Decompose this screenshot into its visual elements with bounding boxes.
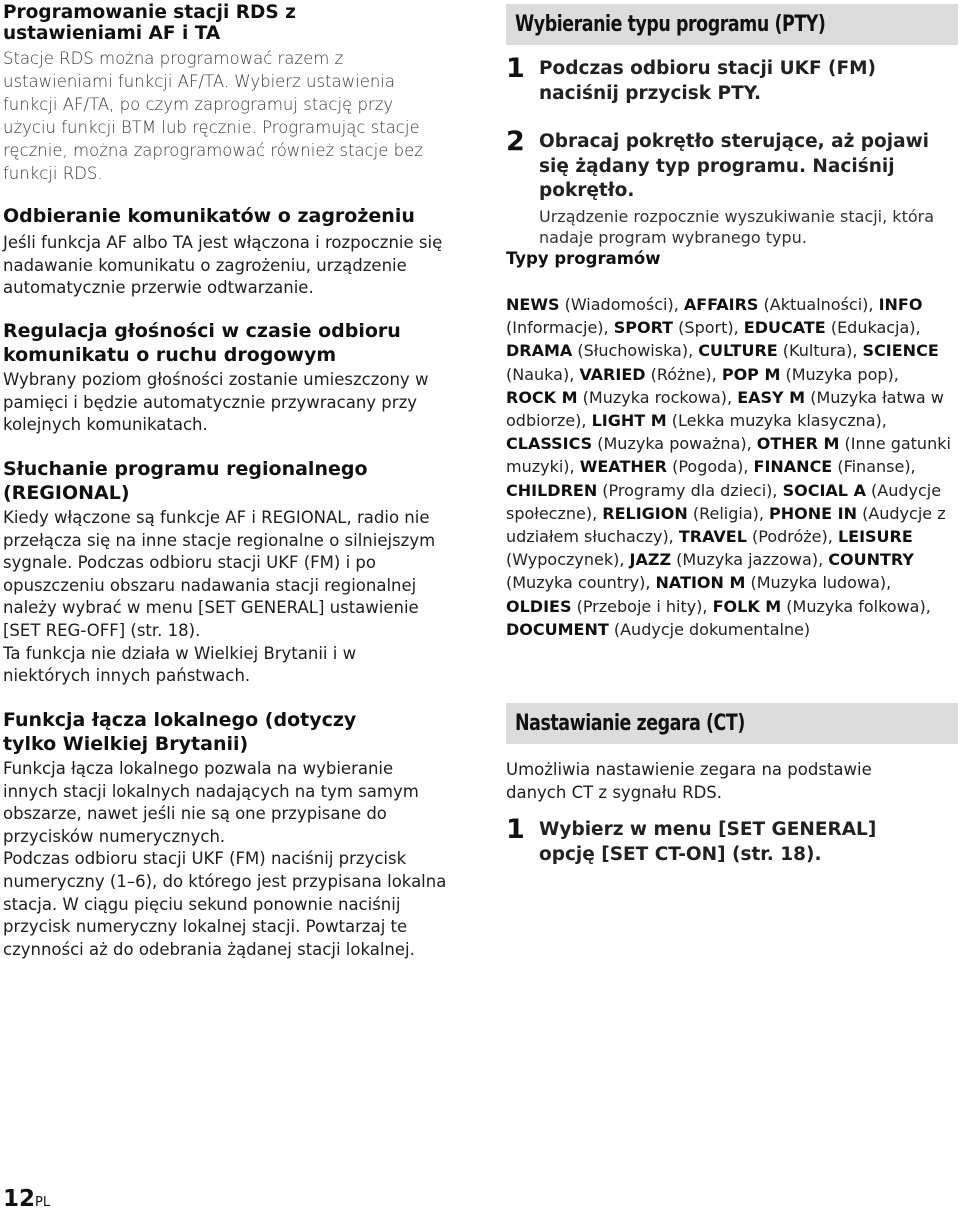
program-type-description: (Nauka),	[506, 364, 580, 384]
program-type-description: (Finanse),	[832, 457, 916, 477]
program-type-description: (Inne gatunki muzyki),	[506, 434, 951, 477]
program-type-code: FINANCE	[753, 457, 833, 477]
ct-step-1	[506, 814, 958, 867]
program-type-description: (Wypoczynek),	[506, 550, 630, 570]
ct-title: Nastawianie zegara (CT)	[515, 711, 745, 736]
program-type-code: INFO	[878, 295, 923, 314]
ct-body: Umożliwia nastawienie zegara na podstawie danych CT z sygnału RDS.	[506, 760, 872, 802]
program-type-code: CULTURE	[698, 341, 778, 361]
page-number	[3, 1186, 50, 1212]
program-type-code: PHONE IN	[769, 503, 857, 523]
program-type-description: (Pogoda),	[667, 457, 754, 477]
ct-description	[506, 759, 958, 804]
program-type-description: (Muzyka poważna),	[592, 434, 757, 454]
program-type-description: (Podróże),	[746, 527, 838, 547]
pty-step-2	[506, 126, 958, 249]
section-regional	[3, 457, 453, 688]
pty-step-1	[506, 53, 958, 106]
step-text: Wybierz w menu [SET GENERAL] opcję [SET CT-ON] (str. 18).	[539, 819, 877, 865]
program-type-code: SCIENCE	[862, 341, 939, 361]
program-type-description: (Programy dla dzieci),	[597, 480, 783, 500]
section-body-note: Podczas odbioru stacji UKF (FM) naciśnij przycisk numeryczny (1–6), do którego jest przypisana lokalna stacja. W ciągu pięciu sekund ponownie naciśnij przycisk numeryczny lokalnej stacji. Powtarzaj te czynności aż do odebrania żądanej stacji lokalnej.	[3, 849, 447, 959]
program-type-code: FOLK M	[712, 596, 782, 616]
section-heading: Funkcja łącza lokalnego (dotyczy tylko Wielkiej Brytanii)	[3, 709, 357, 755]
program-type-code: SPORT	[613, 318, 674, 338]
section-body: Funkcja łącza lokalnego pozwala na wybieranie innych stacji lokalnych nadających na tym samym obszarze, nawet jeśli nie są one przypisane do przycisków numerycznych.	[3, 759, 419, 846]
program-type-code: OTHER M	[756, 434, 840, 454]
program-type-code: JAZZ	[629, 550, 672, 570]
program-type-description: (Religia),	[687, 503, 770, 523]
program-type-code: SOCIAL A	[782, 480, 866, 500]
program-type-code: NEWS	[506, 295, 560, 314]
types-list	[506, 293, 952, 641]
program-type-code: EASY M	[737, 387, 806, 407]
program-type-code: LIGHT M	[591, 411, 667, 431]
section-heading: Programowanie stacji RDS z ustawieniami AF i TA	[3, 2, 296, 44]
page-number-value: 12	[3, 1186, 36, 1212]
program-type-description: (Sport),	[673, 318, 744, 338]
pty-title: Wybieranie typu programu (PTY)	[515, 12, 826, 37]
program-type-code: ROCK M	[506, 387, 578, 407]
program-type-description: (Przeboje i hity),	[571, 596, 713, 616]
program-type-description: (Informacje),	[506, 318, 614, 338]
section-emergency	[3, 205, 453, 300]
program-type-description: (Wiadomości),	[559, 295, 684, 314]
step-text: Obracaj pokrętło sterujące, aż pojawi się żądany typ programu. Naciśnij pokrętło.	[539, 131, 929, 201]
pty-title-bar	[506, 4, 958, 45]
program-type-description: (Audycje społeczne),	[506, 480, 942, 523]
section-heading: Słuchanie programu regionalnego (REGIONAL)	[3, 458, 368, 504]
section-heading: Regulacja głośności w czasie odbioru komunikatu o ruchu drogowym	[3, 320, 401, 366]
page-language: PL	[35, 1195, 51, 1210]
program-type-code: LEISURE	[837, 527, 913, 547]
program-type-description: (Audycje z udziałem słuchaczy),	[506, 503, 946, 547]
step-number: 1	[506, 814, 525, 845]
program-type-description: (Muzyka rockowa),	[577, 387, 738, 407]
step-number: 2	[506, 126, 525, 157]
step-note: Urządzenie rozpocznie wyszukiwanie stacji, która nadaje program wybranego typu.	[539, 206, 935, 247]
section-body: Wybrany poziom głośności zostanie umieszczony w pamięci i będzie automatycznie przywracany przy kolejnych komunikatach.	[3, 370, 429, 435]
step-number: 1	[506, 53, 525, 84]
section-body: Kiedy włączone są funkcje AF i REGIONAL, radio nie przełącza się na inne stacje regionalne o silniejszym sygnale. Podczas odbioru stacji UKF (FM) i po opuszczeniu obszaru nadawania stacji regionalnej należy wybrać w menu [SET GENERAL] ustawienie [SET REG-OFF] (str. 18).	[3, 508, 436, 640]
program-type-code: AFFAIRS	[683, 295, 759, 314]
ct-title-bar	[506, 703, 958, 744]
program-type-description: (Muzyka jazzowa),	[671, 550, 829, 570]
section-body: Stacje RDS można programować razem z ustawieniami funkcji AF/TA. Wybierz ustawienia funkcji AF/TA, po czym zaprogramuj stację przy użyciu funkcji BTM lub ręcznie. Programując stacje ręcznie, można zaprogramować również stacje bez funkcji RDS.	[3, 49, 423, 183]
program-type-description: (Różne),	[645, 364, 722, 384]
program-type-code: COUNTRY	[828, 550, 914, 570]
program-types	[506, 248, 958, 641]
program-type-code: VARIED	[579, 364, 646, 384]
program-type-description: (Audycje dokumentalne)	[608, 619, 811, 639]
program-type-code: CHILDREN	[506, 480, 598, 500]
program-type-description: (Muzyka folkowa),	[781, 596, 931, 616]
program-type-code: TRAVEL	[678, 527, 747, 547]
program-type-code: CLASSICS	[506, 434, 593, 454]
section-traffic-volume	[3, 319, 453, 437]
section-body-note: Ta funkcja nie działa w Wielkiej Brytanii i w niektórych innych państwach.	[3, 643, 357, 686]
program-type-description: (Edukacja),	[825, 318, 921, 338]
section-heading: Odbieranie komunikatów o zagrożeniu	[3, 205, 415, 227]
program-type-description: (Muzyka łatwa w odbiorze),	[506, 387, 944, 431]
program-type-code: RELIGION	[602, 503, 688, 523]
program-type-code: OLDIES	[506, 596, 572, 616]
types-heading: Typy programów	[506, 249, 661, 268]
program-type-description: (Lekka muzyka klasyczna),	[666, 411, 887, 431]
program-type-code: WEATHER	[579, 457, 667, 477]
program-type-description: (Muzyka country),	[506, 573, 656, 593]
program-type-code: EDUCATE	[743, 318, 826, 338]
program-type-code: NATION M	[655, 573, 746, 593]
section-body: Jeśli funkcja AF albo TA jest włączona i rozpocznie się nadawanie komunikatu o zagrożeniu, urządzenie automatycznie przerwie odtwarzanie.	[3, 233, 443, 298]
program-type-description: (Kultura),	[777, 341, 863, 361]
program-type-code: DRAMA	[506, 341, 573, 361]
step-text: Podczas odbioru stacji UKF (FM) naciśnij przycisk PTY.	[539, 58, 876, 104]
program-type-code: POP M	[721, 364, 781, 384]
section-rds-af-ta	[3, 2, 453, 185]
program-type-code: DOCUMENT	[506, 619, 609, 639]
program-type-description: (Aktualności),	[758, 295, 879, 314]
program-type-description: (Muzyka pop),	[780, 364, 899, 384]
program-type-description: (Słuchowiska),	[572, 341, 699, 361]
section-local-link	[3, 708, 453, 961]
program-type-description: (Muzyka ludowa),	[745, 573, 892, 593]
